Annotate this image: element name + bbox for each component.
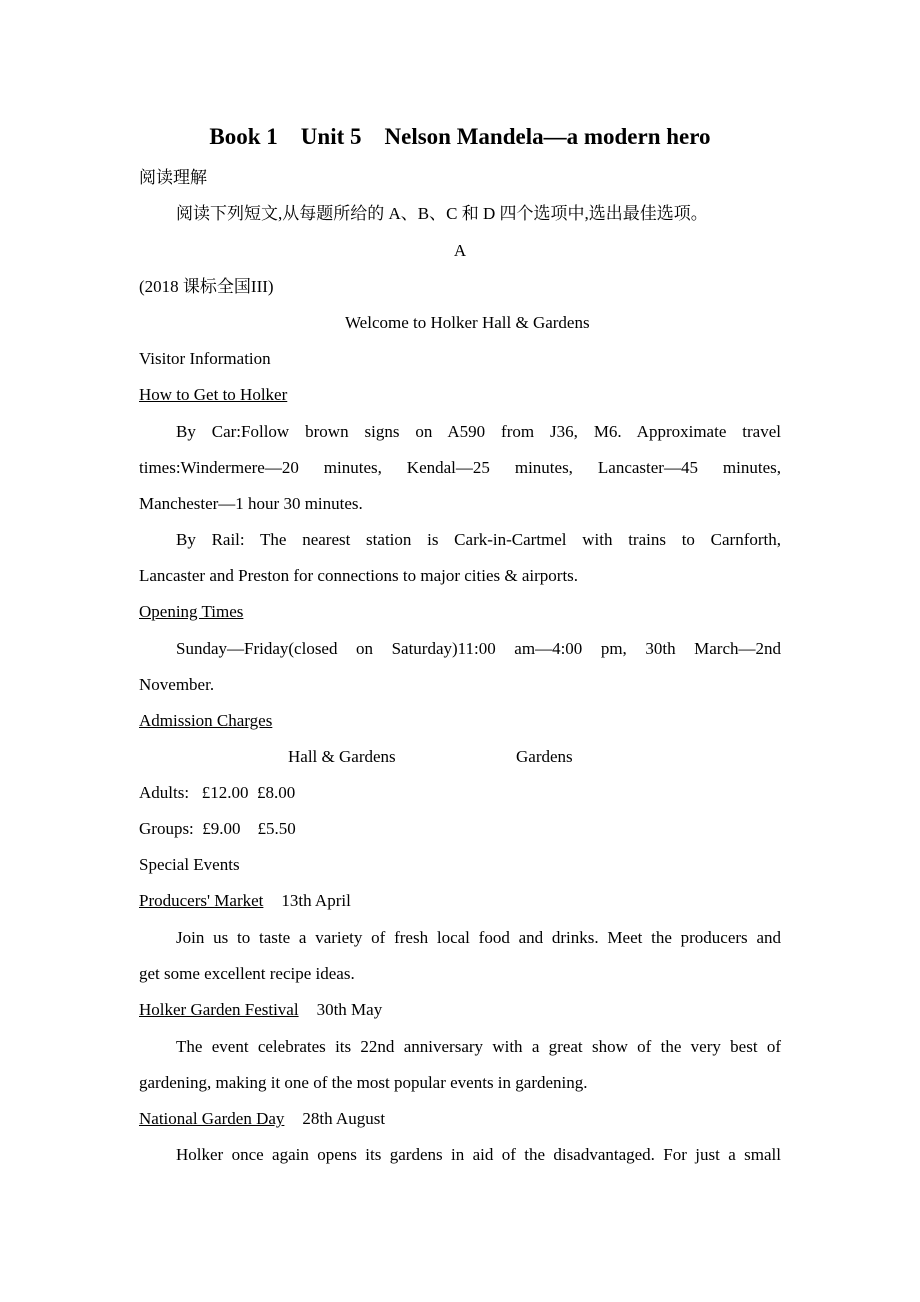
section-label: 阅读理解 (139, 168, 207, 187)
event-1-date: 13th April (281, 891, 351, 910)
opening-times-heading (139, 602, 781, 622)
event-2-name: Holker Garden Festival (139, 1000, 299, 1019)
opening-times-line-1: Sunday—Friday(closed on Saturday)11:00 am—4:00 pm, 30th March—2nd (176, 639, 781, 658)
event-3-desc-line-1: Holker once again opens its gardens in aid of the disadvantaged. For just a small (176, 1145, 781, 1164)
event-2-desc-line-1: The event celebrates its 22nd anniversary with a great show of the very best of (176, 1037, 781, 1056)
admission-groups-row: Groups: £9.00 £5.50 (139, 819, 296, 838)
event-3-date: 28th August (302, 1109, 386, 1128)
page-title: Book 1 Unit 5 Nelson Mandela—a modern hero (209, 124, 711, 149)
event-3-title-row (139, 1109, 781, 1129)
opening-times-heading-text: Opening Times (139, 602, 244, 621)
admission-col-gardens: Gardens (516, 747, 573, 766)
source-note: (2018 课标全国III) (139, 277, 274, 296)
event-2-desc-line-2: gardening, making it one of the most popular events in gardening. (139, 1073, 588, 1092)
passage-letter: A (453, 241, 467, 260)
passage-heading: Welcome to Holker Hall & Gardens (345, 313, 590, 332)
instruction-text: 阅读下列短文,从每题所给的 A、B、C 和 D 四个选项中,选出最佳选项。 (176, 204, 708, 223)
how-to-get-heading (139, 385, 781, 405)
by-car-line-2: times:Windermere—20 minutes, Kendal—25 minutes, Lancaster—45 minutes, (139, 458, 781, 477)
event-1-desc-line-2: get some excellent recipe ideas. (139, 964, 355, 983)
admission-col-hall-gardens: Hall & Gardens (288, 747, 396, 766)
opening-times-line-2: November. (139, 675, 215, 694)
event-3-name: National Garden Day (139, 1109, 285, 1128)
event-2-title-row (139, 1000, 781, 1020)
event-1-title-row (139, 891, 781, 911)
event-1-name: Producers' Market (139, 891, 264, 910)
admission-heading-text: Admission Charges (139, 711, 273, 730)
by-car-line-3: Manchester—1 hour 30 minutes. (139, 494, 363, 513)
visitor-info-heading: Visitor Information (139, 349, 271, 368)
how-to-get-heading-text: How to Get to Holker (139, 385, 288, 404)
admission-adults-row: Adults: £12.00 £8.00 (139, 783, 296, 802)
event-2-date: 30th May (316, 1000, 383, 1019)
special-events-heading: Special Events (139, 855, 240, 874)
admission-heading (139, 711, 781, 731)
by-rail-line-1: By Rail: The nearest station is Cark-in-Cartmel with trains to Carnforth, (176, 530, 781, 549)
event-1-desc-line-1: Join us to taste a variety of fresh local food and drinks. Meet the producers and (176, 928, 781, 947)
by-car-line-1: By Car:Follow brown signs on A590 from J36, M6. Approximate travel (176, 422, 781, 441)
by-rail-line-2: Lancaster and Preston for connections to major cities & airports. (139, 566, 579, 585)
